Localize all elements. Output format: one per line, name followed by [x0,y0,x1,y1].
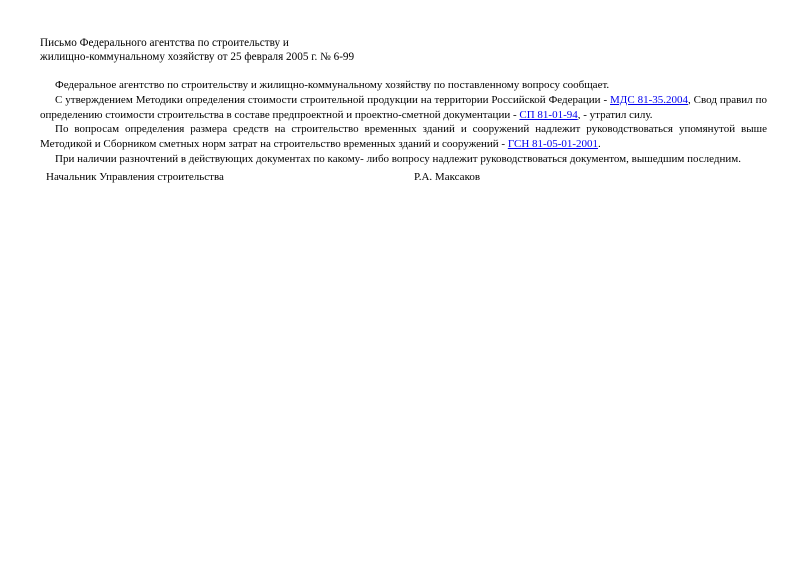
paragraph-3 [40,122,767,152]
title-line-1: Письмо Федерального агентства по строительству и [40,37,289,49]
signatory-position: Начальник Управления строительства [46,171,224,183]
document-body [40,78,767,167]
paragraph-2 [40,93,767,123]
paragraph-4 [40,152,767,167]
paragraph-2-text-start: С утверждением Методики определения стоимости строительной продукции на территории Российской Федерации - [55,93,611,106]
link-gsn-81-05-01-2001[interactable]: ГСН 81-05-01-2001 [507,138,599,151]
paragraph-2-text-middle: , Свод правил по определению стоимости строительства в составе предпроектной и проектно-сметной документации - [40,93,767,121]
link-sp-81-01-94[interactable]: СП 81-01-94 [519,108,578,121]
paragraph-2-text-end: , - утратил силу. [577,108,653,121]
paragraph-1-text: Федеральное агентство по строительству и жилищно-коммунальному хозяйству по поставленному вопросу сообщает. [55,79,610,91]
paragraph-1 [40,78,767,93]
document [40,36,767,167]
paragraph-3-text-start: По вопросам определения размера средств на строительство временных зданий и сооружений надлежит руководствоваться упомянутой выше Методикой и Сборником сметных норм затрат на строительство временных зданий и сооружений - [40,123,767,151]
signatory-name: Р.А. Максаков [414,171,481,183]
paragraph-3-text-end: . [598,138,601,151]
title-line-2: жилищно-коммунальному хозяйству от 25 февраля 2005 г. № 6-99 [40,51,355,63]
paragraph-4-text: При наличии разночтений в действующих документах по какому- либо вопросу надлежит руководствоваться документом, вышедшим последним. [55,152,741,165]
document-title [40,36,767,64]
link-mds-81-35-2004[interactable]: МДС 81-35.2004 [610,93,688,106]
